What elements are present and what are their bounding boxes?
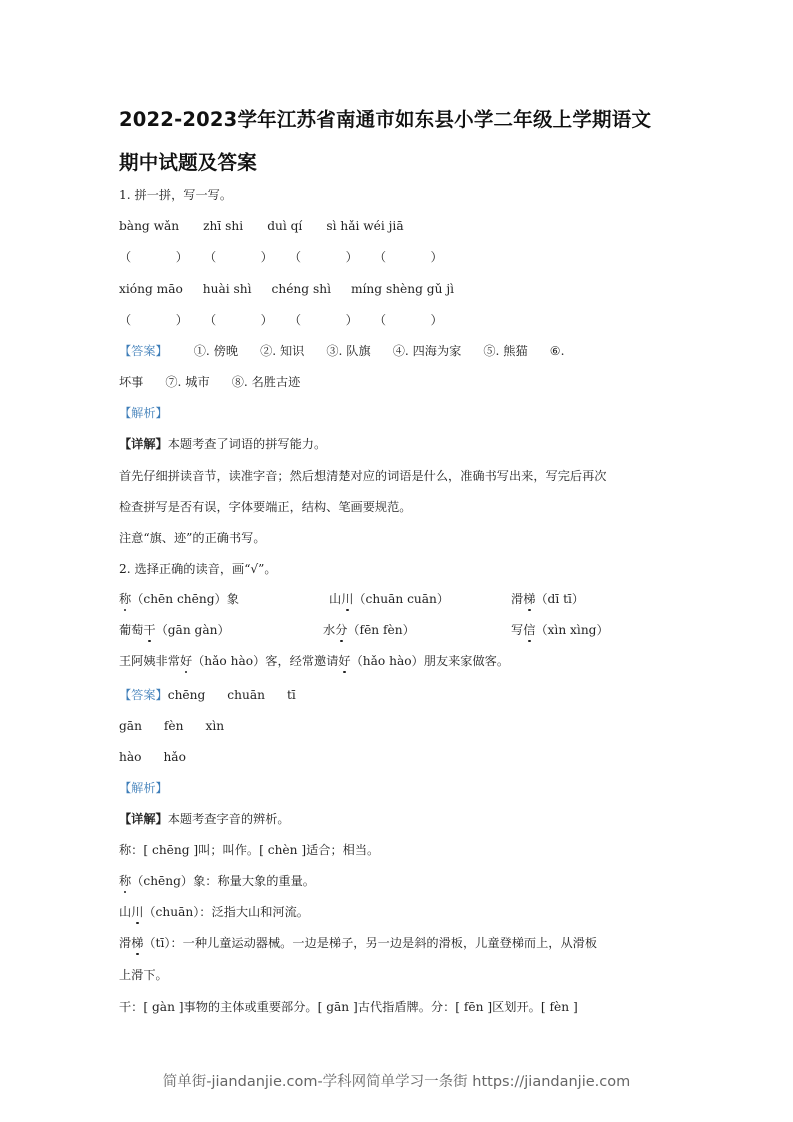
answer-item: gān — [119, 719, 142, 733]
q2-item: 写信（xìn xìng） — [511, 623, 609, 637]
q2-item: 葡萄干（gān gàn） — [119, 623, 230, 637]
q2-cheng-definition: 称：[ chēng ]叫；叫作。[ chèn ]适合；相当。 — [119, 843, 380, 857]
detail-label: 【详解】 — [119, 437, 168, 451]
q1-paragraph-line-2: 检查拼写是否有误，字体要端正，结构、笔画要规范。 — [119, 500, 412, 514]
document-title-line1: 2022-2023学年江苏省南通市如东县小学二年级上学期语文 — [119, 108, 652, 131]
answer-blank[interactable]: （ ） — [373, 313, 445, 327]
answer-item: ④. 四海为家 — [392, 344, 462, 358]
answer-item: ②. 知识 — [260, 344, 305, 358]
q2-ti-line-2: 上滑下。 — [119, 968, 168, 982]
answer-item: ⑦. 城市 — [165, 375, 210, 389]
pinyin-item: bàng wǎn — [119, 219, 180, 233]
q2-answer-row-1 — [119, 687, 296, 703]
detail-text: 本题考查字音的辨析。 — [167, 812, 290, 826]
question-2-prompt: 2. 选择正确的读音，画“√”。 — [119, 562, 277, 576]
q1-note: 注意“旗、迹”的正确书写。 — [119, 531, 266, 545]
answer-blanks-row-1 — [119, 249, 445, 265]
q2-chuan-line: 山川（chuān）：泛指大山和河流。 — [119, 905, 309, 919]
answer-blank[interactable]: （ ） — [203, 313, 275, 327]
pinyin-item: xióng māo — [119, 282, 183, 296]
pinyin-row-2 — [119, 281, 454, 297]
q2-item: 山川（chuān cuān） — [329, 592, 450, 606]
pinyin-item: duì qí — [267, 219, 303, 233]
answer-blank[interactable]: （ ） — [373, 250, 445, 264]
answer-item: chēng — [167, 688, 206, 702]
q2-gan-line: 干：[ gàn ]事物的主体或重要部分。[ gān ]古代指盾牌。分：[ fēn ]区划开。[ fèn ] — [119, 1000, 578, 1014]
q1-answer-line-1 — [119, 343, 565, 359]
answer-item: ⑥. — [549, 344, 565, 358]
answer-label: 【答案】 — [119, 344, 168, 358]
q2-detail — [119, 811, 290, 827]
q2-item: 滑梯（dī tī） — [511, 592, 585, 606]
answer-blank[interactable]: （ ） — [119, 250, 190, 264]
q2-analysis-label: 【解析】 — [119, 781, 168, 795]
detail-text: 本题考查了词语的拼写能力。 — [167, 437, 327, 451]
answer-blanks-row-2 — [119, 312, 445, 328]
answer-label: 【答案】 — [119, 688, 168, 702]
answer-item: ③. 队旗 — [326, 344, 371, 358]
answer-item: 坏事 — [119, 375, 144, 389]
pinyin-item: zhī shi — [203, 219, 244, 233]
pinyin-item: chéng shì — [271, 282, 331, 296]
answer-item: fèn — [163, 719, 184, 733]
q2-item: 称（chēn chēng）象 — [119, 592, 239, 606]
answer-blank[interactable]: （ ） — [119, 313, 190, 327]
answer-item: ①. 傍晚 — [193, 344, 239, 358]
answer-item: xìn — [205, 719, 225, 733]
pinyin-item: míng shèng gǔ jì — [350, 282, 454, 296]
pinyin-row-1 — [119, 218, 404, 234]
pinyin-item: sì hǎi wéi jiā — [326, 219, 404, 233]
answer-item: hào — [119, 750, 142, 764]
q1-detail — [119, 436, 326, 452]
answer-item: ⑧. 名胜古迹 — [231, 375, 301, 389]
answer-item: tī — [286, 688, 296, 702]
answer-item: hǎo — [163, 750, 186, 764]
q2-sentence: 王阿姨非常好（hǎo hào）客，经常邀请好（hǎo hào）朋友来家做客。 — [119, 654, 510, 668]
footer-watermark: 简单街-jiandanjie.com-学科网简单学习一条街 https://jiandanjie.com — [162, 1074, 631, 1090]
q1-paragraph-line-1: 首先仔细拼读音节，读准字音；然后想清楚对应的词语是什么，准确书写出来，写完后再次 — [119, 469, 607, 483]
answer-blank[interactable]: （ ） — [288, 313, 360, 327]
q2-answer-row-2 — [119, 718, 224, 734]
answer-blank[interactable]: （ ） — [203, 250, 275, 264]
answer-blank[interactable]: （ ） — [288, 250, 360, 264]
q1-answer-line-2 — [119, 374, 300, 390]
document-title-line2: 期中试题及答案 — [119, 151, 257, 174]
q1-analysis-label: 【解析】 — [119, 406, 168, 420]
q2-ti-line-1: 滑梯（tī）：一种儿童运动器械。一边是梯子，另一边是斜的滑板，儿童登梯而上，从滑板 — [119, 936, 598, 950]
answer-item: ⑤. 熊猫 — [483, 344, 528, 358]
question-1-prompt: 1. 拼一拼，写一写。 — [119, 188, 233, 202]
detail-label: 【详解】 — [119, 812, 168, 826]
answer-item: chuān — [227, 688, 265, 702]
q2-cheng-line: 称（chēng）象：称量大象的重量。 — [119, 874, 315, 888]
pinyin-item: huài shì — [202, 282, 252, 296]
q2-item: 水分（fēn fèn） — [323, 623, 415, 637]
q2-answer-row-3 — [119, 749, 186, 765]
